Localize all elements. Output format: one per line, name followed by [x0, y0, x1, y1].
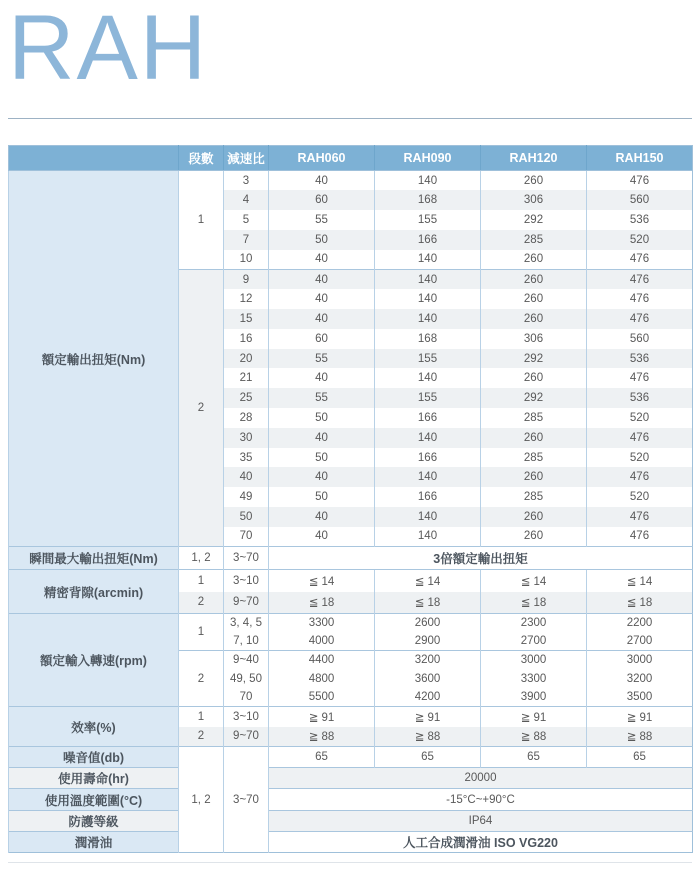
- value-cell: 3200: [375, 651, 481, 670]
- value-cell: 2700: [481, 632, 587, 651]
- column-header: RAH090: [375, 146, 481, 171]
- column-header: RAH150: [587, 146, 693, 171]
- value-cell: 40: [269, 309, 375, 329]
- value-cell: 260: [481, 527, 587, 547]
- value-cell: 3500: [587, 688, 693, 707]
- table-row: [9, 831, 693, 852]
- ratio-cell: 28: [224, 408, 269, 428]
- value-cell: 285: [481, 487, 587, 507]
- value-cell: 140: [375, 428, 481, 448]
- value-cell: 476: [587, 467, 693, 487]
- ratio-cell: 9~70: [224, 592, 269, 614]
- ratio-cell: 9: [224, 269, 269, 289]
- value-cell: 476: [587, 527, 693, 547]
- value-cell: 4200: [375, 688, 481, 707]
- ratio-cell: 3~70: [224, 747, 269, 853]
- value-cell: 536: [587, 388, 693, 408]
- stage-cell: 1: [179, 614, 224, 651]
- value-cell: -15°C~+90°C: [269, 789, 693, 810]
- value-cell: 2900: [375, 632, 481, 651]
- value-cell: 260: [481, 467, 587, 487]
- value-cell: 560: [587, 190, 693, 210]
- value-cell: 292: [481, 388, 587, 408]
- table-row: [9, 614, 693, 633]
- value-cell: 166: [375, 230, 481, 250]
- row-label: 噪音值(db): [9, 747, 179, 768]
- table-row: [9, 707, 693, 727]
- value-cell: 140: [375, 507, 481, 527]
- stage-cell: 1: [179, 570, 224, 592]
- value-cell: 285: [481, 230, 587, 250]
- value-cell: 60: [269, 190, 375, 210]
- value-cell: 65: [481, 747, 587, 768]
- value-cell: ≧ 91: [481, 707, 587, 727]
- value-cell: ≧ 91: [269, 707, 375, 727]
- column-header: 段數: [179, 146, 224, 171]
- ratio-cell: 70: [224, 527, 269, 547]
- catalog-page: [8, 0, 692, 863]
- value-cell: 260: [481, 368, 587, 388]
- ratio-cell: 20: [224, 349, 269, 369]
- value-cell: 140: [375, 269, 481, 289]
- value-cell: 2700: [587, 632, 693, 651]
- ratio-cell: 3: [224, 171, 269, 191]
- value-cell: 306: [481, 190, 587, 210]
- value-cell: 166: [375, 448, 481, 468]
- value-cell: ≦ 18: [375, 592, 481, 614]
- row-label: 精密背隙(arcmin): [9, 570, 179, 614]
- row-label: 防護等級: [9, 810, 179, 831]
- ratio-cell: 7, 10: [224, 632, 269, 651]
- ratio-cell: 4: [224, 190, 269, 210]
- value-cell: 520: [587, 230, 693, 250]
- bottom-divider: [8, 862, 692, 863]
- value-cell: ≦ 18: [269, 592, 375, 614]
- ratio-cell: 3, 4, 5: [224, 614, 269, 633]
- value-cell: 306: [481, 329, 587, 349]
- value-cell: 5500: [269, 688, 375, 707]
- table-row: [9, 789, 693, 810]
- value-cell: ≦ 14: [481, 570, 587, 592]
- value-cell: ≧ 91: [375, 707, 481, 727]
- value-cell: ≧ 91: [587, 707, 693, 727]
- ratio-cell: 25: [224, 388, 269, 408]
- ratio-cell: 3~10: [224, 707, 269, 727]
- value-cell: ≧ 88: [481, 727, 587, 747]
- value-cell: 55: [269, 210, 375, 230]
- value-cell: 476: [587, 368, 693, 388]
- value-cell: ≧ 88: [375, 727, 481, 747]
- value-cell: 20000: [269, 768, 693, 789]
- ratio-cell: 7: [224, 230, 269, 250]
- value-cell: 3600: [375, 669, 481, 688]
- value-cell: 65: [269, 747, 375, 768]
- table-row: [9, 810, 693, 831]
- stage-cell: 2: [179, 269, 224, 546]
- value-cell: 476: [587, 269, 693, 289]
- value-cell: 55: [269, 388, 375, 408]
- value-cell: 65: [587, 747, 693, 768]
- row-label: 使用壽命(hr): [9, 768, 179, 789]
- ratio-cell: 10: [224, 250, 269, 270]
- ratio-cell: 50: [224, 507, 269, 527]
- value-cell: 140: [375, 289, 481, 309]
- value-cell: 3300: [269, 614, 375, 633]
- value-cell: 260: [481, 269, 587, 289]
- value-cell: 3200: [587, 669, 693, 688]
- value-cell: 476: [587, 507, 693, 527]
- ratio-cell: 3~10: [224, 570, 269, 592]
- value-cell: 40: [269, 289, 375, 309]
- column-header: RAH060: [269, 146, 375, 171]
- value-cell: 520: [587, 487, 693, 507]
- value-cell: 476: [587, 171, 693, 191]
- merged-value-cell: 3倍額定輸出扭矩: [269, 547, 693, 570]
- top-divider: [8, 118, 692, 119]
- value-cell: 260: [481, 428, 587, 448]
- merged-value-cell: 人工合成潤滑油 ISO VG220: [269, 831, 693, 852]
- value-cell: 40: [269, 250, 375, 270]
- table-body: [9, 171, 693, 853]
- value-cell: 155: [375, 210, 481, 230]
- value-cell: ≧ 88: [587, 727, 693, 747]
- value-cell: ≦ 14: [269, 570, 375, 592]
- value-cell: ≦ 18: [587, 592, 693, 614]
- value-cell: 140: [375, 368, 481, 388]
- table-row: [9, 547, 693, 570]
- stage-cell: 1: [179, 707, 224, 727]
- ratio-cell: 16: [224, 329, 269, 349]
- value-cell: 140: [375, 527, 481, 547]
- ratio-cell: 30: [224, 428, 269, 448]
- value-cell: 260: [481, 250, 587, 270]
- value-cell: ≦ 18: [481, 592, 587, 614]
- column-header: 減速比: [224, 146, 269, 171]
- value-cell: 140: [375, 171, 481, 191]
- value-cell: 50: [269, 487, 375, 507]
- value-cell: 260: [481, 171, 587, 191]
- row-label: 效率(%): [9, 707, 179, 747]
- stage-cell: 1, 2: [179, 547, 224, 570]
- row-label: 潤滑油: [9, 831, 179, 852]
- value-cell: 60: [269, 329, 375, 349]
- value-cell: 560: [587, 329, 693, 349]
- value-cell: 40: [269, 269, 375, 289]
- ratio-cell: 9~70: [224, 727, 269, 747]
- value-cell: 168: [375, 329, 481, 349]
- value-cell: 55: [269, 349, 375, 369]
- stage-cell: 2: [179, 727, 224, 747]
- value-cell: 260: [481, 309, 587, 329]
- value-cell: 155: [375, 349, 481, 369]
- value-cell: 476: [587, 250, 693, 270]
- value-cell: 40: [269, 467, 375, 487]
- value-cell: 4800: [269, 669, 375, 688]
- table-row: [9, 570, 693, 592]
- value-cell: 65: [375, 747, 481, 768]
- value-cell: 260: [481, 507, 587, 527]
- ratio-cell: 49, 50: [224, 669, 269, 688]
- row-label: 額定輸出扭矩(Nm): [9, 171, 179, 547]
- ratio-cell: 15: [224, 309, 269, 329]
- value-cell: 3000: [481, 651, 587, 670]
- value-cell: 476: [587, 309, 693, 329]
- value-cell: 536: [587, 210, 693, 230]
- ratio-cell: 40: [224, 467, 269, 487]
- value-cell: 166: [375, 487, 481, 507]
- table-row: [9, 768, 693, 789]
- value-cell: 2600: [375, 614, 481, 633]
- value-cell: 292: [481, 210, 587, 230]
- stage-cell: 1: [179, 171, 224, 270]
- table-header: [9, 146, 693, 171]
- spec-table: [8, 145, 693, 853]
- ratio-cell: 12: [224, 289, 269, 309]
- value-cell: ≦ 14: [587, 570, 693, 592]
- corner-header-cell: [9, 146, 179, 171]
- value-cell: 40: [269, 171, 375, 191]
- value-cell: 285: [481, 448, 587, 468]
- ratio-cell: 35: [224, 448, 269, 468]
- row-label: 使用溫度範圍(°C): [9, 789, 179, 810]
- value-cell: 140: [375, 250, 481, 270]
- stage-cell: 1, 2: [179, 747, 224, 853]
- value-cell: 520: [587, 408, 693, 428]
- value-cell: 3300: [481, 669, 587, 688]
- value-cell: 520: [587, 448, 693, 468]
- value-cell: 166: [375, 408, 481, 428]
- value-cell: 2200: [587, 614, 693, 633]
- value-cell: 155: [375, 388, 481, 408]
- value-cell: 40: [269, 527, 375, 547]
- stage-cell: 2: [179, 651, 224, 707]
- ratio-cell: 5: [224, 210, 269, 230]
- value-cell: 476: [587, 289, 693, 309]
- value-cell: IP64: [269, 810, 693, 831]
- value-cell: 3000: [587, 651, 693, 670]
- ratio-cell: 21: [224, 368, 269, 388]
- value-cell: 40: [269, 368, 375, 388]
- row-label: 瞬間最大輸出扭矩(Nm): [9, 547, 179, 570]
- value-cell: 50: [269, 408, 375, 428]
- value-cell: 260: [481, 289, 587, 309]
- value-cell: 40: [269, 428, 375, 448]
- value-cell: 4000: [269, 632, 375, 651]
- value-cell: 4400: [269, 651, 375, 670]
- ratio-cell: 49: [224, 487, 269, 507]
- value-cell: ≦ 14: [375, 570, 481, 592]
- value-cell: 40: [269, 507, 375, 527]
- value-cell: 140: [375, 309, 481, 329]
- row-label: 額定輸入轉速(rpm): [9, 614, 179, 707]
- table-row: [9, 171, 693, 191]
- value-cell: 3900: [481, 688, 587, 707]
- value-cell: 168: [375, 190, 481, 210]
- ratio-cell: 3~70: [224, 547, 269, 570]
- column-header: RAH120: [481, 146, 587, 171]
- stage-cell: 2: [179, 592, 224, 614]
- ratio-cell: 9~40: [224, 651, 269, 670]
- value-cell: ≧ 88: [269, 727, 375, 747]
- value-cell: 285: [481, 408, 587, 428]
- value-cell: 536: [587, 349, 693, 369]
- value-cell: 50: [269, 448, 375, 468]
- header-row: [9, 146, 693, 171]
- table-row: [9, 747, 693, 768]
- value-cell: 2300: [481, 614, 587, 633]
- value-cell: 292: [481, 349, 587, 369]
- value-cell: 140: [375, 467, 481, 487]
- value-cell: 476: [587, 428, 693, 448]
- ratio-cell: 70: [224, 688, 269, 707]
- page-title: RAH: [8, 0, 209, 99]
- value-cell: 50: [269, 230, 375, 250]
